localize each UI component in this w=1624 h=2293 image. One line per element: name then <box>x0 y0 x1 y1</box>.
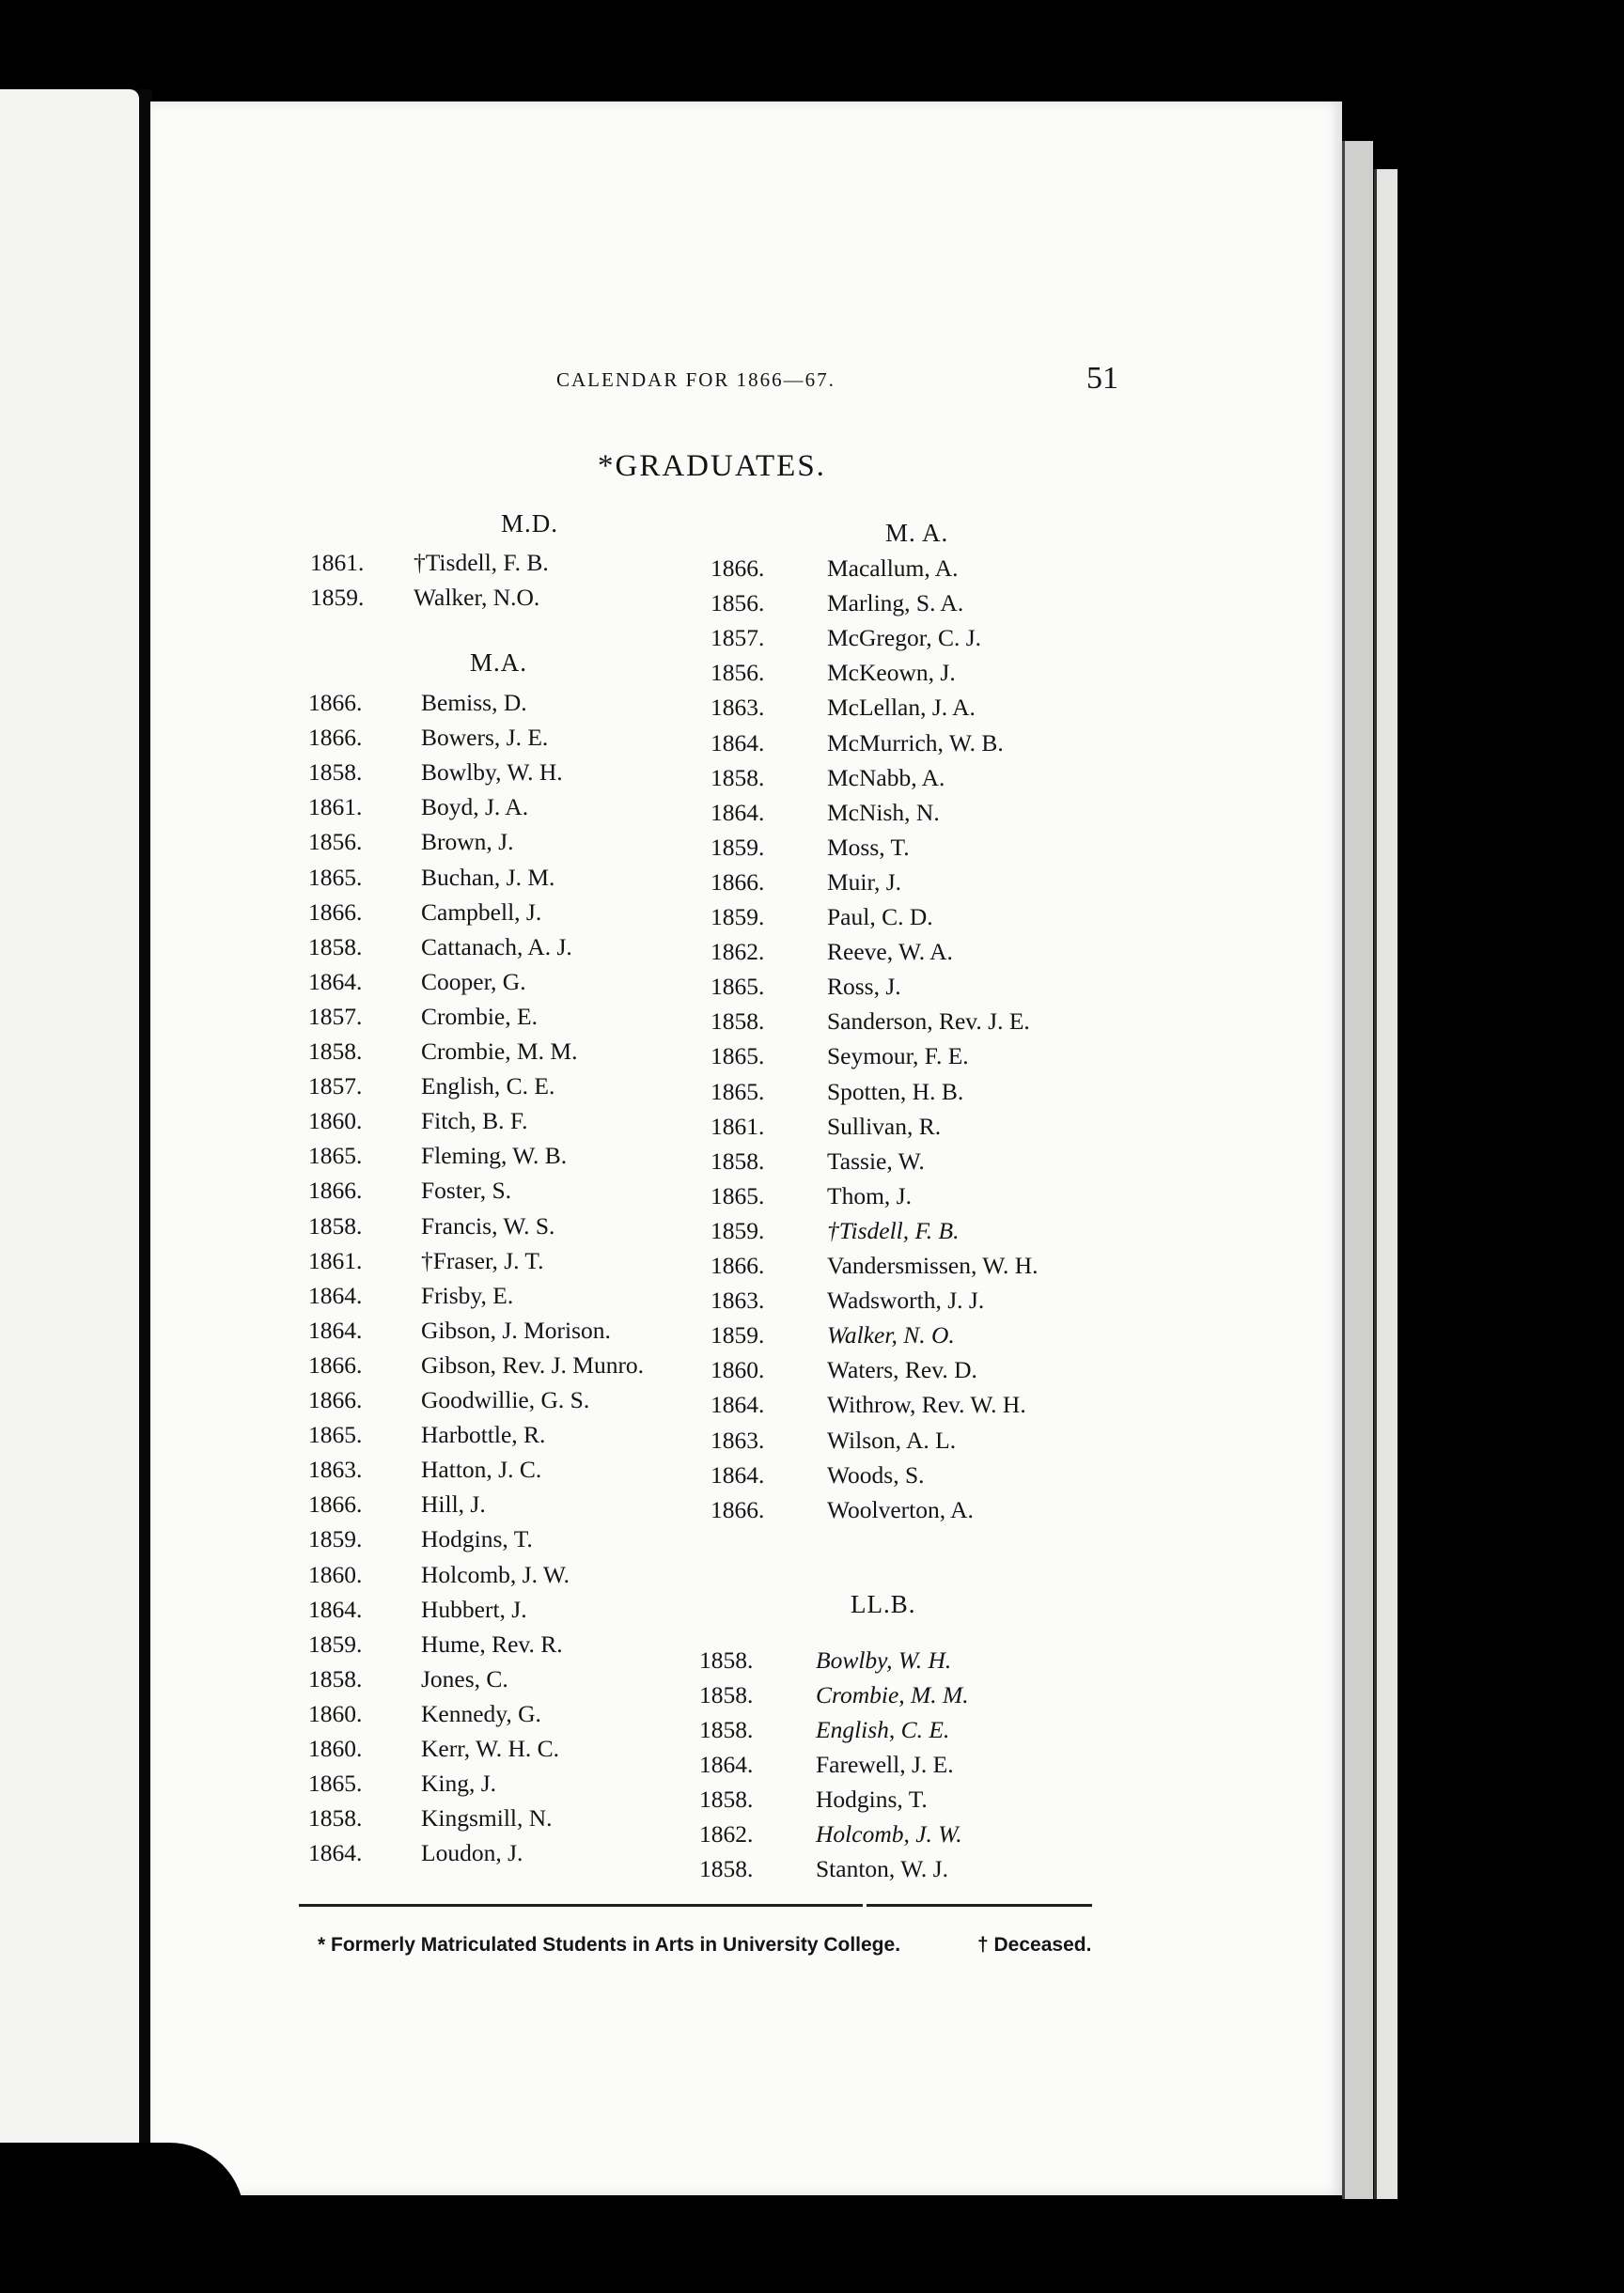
graduate-name: Bemiss, D. <box>421 689 527 716</box>
graduate-name: English, C. E. <box>816 1716 950 1743</box>
graduation-year: 1866. <box>308 1350 363 1379</box>
graduation-year: 1858. <box>699 1646 754 1674</box>
graduation-year: 1856. <box>710 589 765 617</box>
graduate-name: †Tisdell, F. B. <box>827 1216 960 1244</box>
graduate-name: Frisby, E. <box>421 1281 514 1309</box>
graduate-name: Spotten, H. B. <box>827 1077 964 1105</box>
graduation-year: 1858. <box>710 1007 765 1036</box>
page-stack-edge <box>1342 141 1373 2199</box>
graduate-name: Hill, J. <box>421 1490 486 1519</box>
graduation-year: 1864. <box>308 1316 363 1344</box>
graduation-year: 1865. <box>710 1077 765 1105</box>
graduate-name: Bowlby, W. H. <box>421 758 563 787</box>
graduation-year: 1859. <box>310 584 365 611</box>
graduate-name: Muir, J. <box>827 867 902 896</box>
graduation-year: 1860. <box>308 1735 363 1762</box>
graduation-year: 1861. <box>308 1246 363 1274</box>
footnote-deceased: † Deceased. <box>977 1934 1092 1956</box>
graduate-name: Withrow, Rev. W. H. <box>827 1391 1026 1419</box>
graduation-year: 1862. <box>710 938 765 966</box>
graduation-year: 1865. <box>710 973 765 1001</box>
graduation-year: 1864. <box>710 798 765 826</box>
graduate-name: Hubbert, J. <box>421 1595 527 1623</box>
graduation-year: 1858. <box>699 1855 754 1882</box>
graduation-year: 1859. <box>710 1321 765 1349</box>
graduate-name: Wilson, A. L. <box>827 1426 957 1454</box>
graduation-year: 1866. <box>308 1177 363 1205</box>
graduate-name: Walker, N.O. <box>414 584 540 611</box>
graduation-year: 1858. <box>699 1716 754 1743</box>
graduation-year: 1858. <box>308 758 363 787</box>
graduation-year: 1865. <box>308 1770 363 1798</box>
graduation-year: 1864. <box>308 967 363 995</box>
page-number: 51 <box>1086 361 1118 396</box>
graduate-name: Farewell, J. E. <box>816 1751 954 1778</box>
graduation-year: 1866. <box>308 1386 363 1413</box>
left-ma-heading: M.A. <box>470 648 528 677</box>
graduation-year: 1857. <box>308 1072 363 1100</box>
graduate-name: Walker, N. O. <box>827 1321 955 1349</box>
left-md-heading: M.D. <box>501 509 559 538</box>
graduate-name: Moss, T. <box>827 833 910 861</box>
graduation-year: 1865. <box>710 1042 765 1070</box>
graduate-name: McLellan, J. A. <box>827 694 976 722</box>
graduate-name: McKeown, J. <box>827 659 956 687</box>
graduate-name: Macallum, A. <box>827 554 959 582</box>
graduate-name: Stanton, W. J. <box>816 1855 948 1882</box>
graduate-name: Ross, J. <box>827 973 901 1001</box>
graduate-name: Brown, J. <box>421 828 514 856</box>
graduate-name: McNabb, A. <box>827 763 945 791</box>
graduation-year: 1866. <box>710 1495 765 1523</box>
graduation-year: 1860. <box>308 1560 363 1588</box>
graduate-name: Crombie, M. M. <box>421 1037 578 1065</box>
graduate-name: Holcomb, J. W. <box>421 1560 570 1588</box>
graduate-name: Fleming, W. B. <box>421 1142 568 1170</box>
graduate-name: Waters, Rev. D. <box>827 1356 977 1384</box>
graduation-year: 1864. <box>710 728 765 757</box>
graduation-year: 1859. <box>710 833 765 861</box>
graduate-name: Woods, S. <box>827 1460 925 1489</box>
graduation-year: 1858. <box>308 1664 363 1692</box>
graduate-name: Jones, C. <box>421 1664 508 1692</box>
graduate-name: Cattanach, A. J. <box>421 932 572 960</box>
graduation-year: 1865. <box>710 1181 765 1209</box>
graduate-name: Bowlby, W. H. <box>816 1646 952 1674</box>
graduate-name: Holcomb, J. W. <box>816 1820 962 1848</box>
graduation-year: 1862. <box>699 1820 754 1848</box>
graduation-year: 1865. <box>308 1142 363 1170</box>
graduation-year: 1864. <box>308 1281 363 1309</box>
graduation-year: 1861. <box>308 793 363 821</box>
graduate-name: Francis, W. S. <box>421 1211 555 1240</box>
graduation-year: 1857. <box>308 1002 363 1030</box>
graduation-year: 1866. <box>308 689 363 716</box>
graduate-name: Cooper, G. <box>421 967 526 995</box>
graduation-year: 1864. <box>710 1460 765 1489</box>
graduation-year: 1863. <box>710 1426 765 1454</box>
graduate-name: Fitch, B. F. <box>421 1107 528 1135</box>
graduate-name: Hume, Rev. R. <box>421 1630 563 1658</box>
graduate-name: Tassie, W. <box>827 1146 925 1175</box>
graduate-name: McNish, N. <box>827 798 940 826</box>
footnote-rule-right <box>867 1904 1092 1907</box>
graduation-year: 1865. <box>308 1421 363 1449</box>
graduation-year: 1859. <box>710 903 765 930</box>
graduate-name: Kingsmill, N. <box>421 1804 553 1833</box>
graduate-name: Buchan, J. M. <box>421 863 555 891</box>
graduation-year: 1858. <box>308 1211 363 1240</box>
graduation-year: 1859. <box>308 1525 363 1553</box>
graduate-name: Paul, C. D. <box>827 903 933 930</box>
graduate-name: Harbottle, R. <box>421 1421 546 1449</box>
graduate-name: Vandersmissen, W. H. <box>827 1252 1038 1279</box>
footnote-matriculated: * Formerly Matriculated Students in Arts in University College. <box>318 1934 901 1956</box>
graduation-year: 1864. <box>308 1595 363 1623</box>
graduation-year: 1856. <box>308 828 363 856</box>
graduation-year: 1859. <box>308 1630 363 1658</box>
graduation-year: 1860. <box>710 1356 765 1384</box>
graduate-name: Kennedy, G. <box>421 1699 541 1727</box>
graduation-year: 1863. <box>308 1456 363 1484</box>
graduation-year: 1858. <box>710 1146 765 1175</box>
graduation-year: 1858. <box>308 932 363 960</box>
graduate-name: King, J. <box>421 1770 497 1798</box>
graduation-year: 1865. <box>308 863 363 891</box>
graduate-name: Hodgins, T. <box>421 1525 533 1553</box>
graduation-year: 1866. <box>710 1252 765 1279</box>
graduation-year: 1866. <box>710 554 765 582</box>
facing-page-edge <box>0 89 139 2166</box>
graduate-name: Loudon, J. <box>421 1839 523 1867</box>
graduate-name: Woolverton, A. <box>827 1495 974 1523</box>
llb-heading: LL.B. <box>851 1590 916 1618</box>
graduation-year: 1863. <box>710 694 765 722</box>
graduation-year: 1858. <box>308 1037 363 1065</box>
graduate-name: Crombie, E. <box>421 1002 538 1030</box>
graduate-name: McGregor, C. J. <box>827 624 981 652</box>
graduation-year: 1866. <box>308 1490 363 1519</box>
graduation-year: 1858. <box>308 1804 363 1833</box>
graduate-name: Sanderson, Rev. J. E. <box>827 1007 1030 1036</box>
graduate-name: Thom, J. <box>827 1181 912 1209</box>
graduation-year: 1858. <box>710 763 765 791</box>
graduate-name: Gibson, J. Morison. <box>421 1316 611 1344</box>
graduation-year: 1858. <box>699 1681 754 1708</box>
graduation-year: 1863. <box>710 1287 765 1315</box>
graduation-year: 1864. <box>710 1391 765 1419</box>
graduate-name: Goodwillie, G. S. <box>421 1386 590 1413</box>
graduate-name: Marling, S. A. <box>827 589 964 617</box>
graduation-year: 1866. <box>308 897 363 926</box>
graduate-name: †Fraser, J. T. <box>421 1246 544 1274</box>
graduation-year: 1859. <box>710 1216 765 1244</box>
running-head: CALENDAR FOR 1866—67. <box>556 368 835 391</box>
graduate-name: Foster, S. <box>421 1177 512 1205</box>
graduate-name: Seymour, F. E. <box>827 1042 969 1070</box>
graduate-name: English, C. E. <box>421 1072 555 1100</box>
graduation-year: 1861. <box>710 1112 765 1140</box>
graduate-name: Campbell, J. <box>421 897 542 926</box>
graduate-name: †Tisdell, F. B. <box>414 549 549 576</box>
graduation-year: 1860. <box>308 1699 363 1727</box>
graduate-name: Hodgins, T. <box>816 1786 928 1813</box>
graduation-year: 1858. <box>699 1786 754 1813</box>
graduate-name: McMurrich, W. B. <box>827 728 1004 757</box>
graduation-year: 1861. <box>310 549 365 576</box>
graduate-name: Kerr, W. H. C. <box>421 1735 560 1762</box>
graduate-name: Sullivan, R. <box>827 1112 942 1140</box>
graduate-name: Wadsworth, J. J. <box>827 1287 985 1315</box>
graduate-name: Gibson, Rev. J. Munro. <box>421 1350 645 1379</box>
footnote-rule-left <box>299 1904 863 1907</box>
page-stack-edge-outer <box>1374 169 1398 2199</box>
graduation-year: 1864. <box>308 1839 363 1867</box>
graduation-year: 1857. <box>710 624 765 652</box>
graduate-name: Crombie, M. M. <box>816 1681 969 1708</box>
graduation-year: 1866. <box>710 867 765 896</box>
graduate-name: Boyd, J. A. <box>421 793 529 821</box>
graduate-name: Reeve, W. A. <box>827 938 953 966</box>
section-title: *GRADUATES. <box>598 449 826 483</box>
scan-corner-shadow <box>0 2143 244 2293</box>
graduation-year: 1856. <box>710 659 765 687</box>
graduate-name: Hatton, J. C. <box>421 1456 542 1484</box>
graduation-year: 1860. <box>308 1107 363 1135</box>
right-ma-heading: M. A. <box>885 519 949 547</box>
graduation-year: 1866. <box>308 724 363 752</box>
graduation-year: 1864. <box>699 1751 754 1778</box>
graduate-name: Bowers, J. E. <box>421 724 549 752</box>
